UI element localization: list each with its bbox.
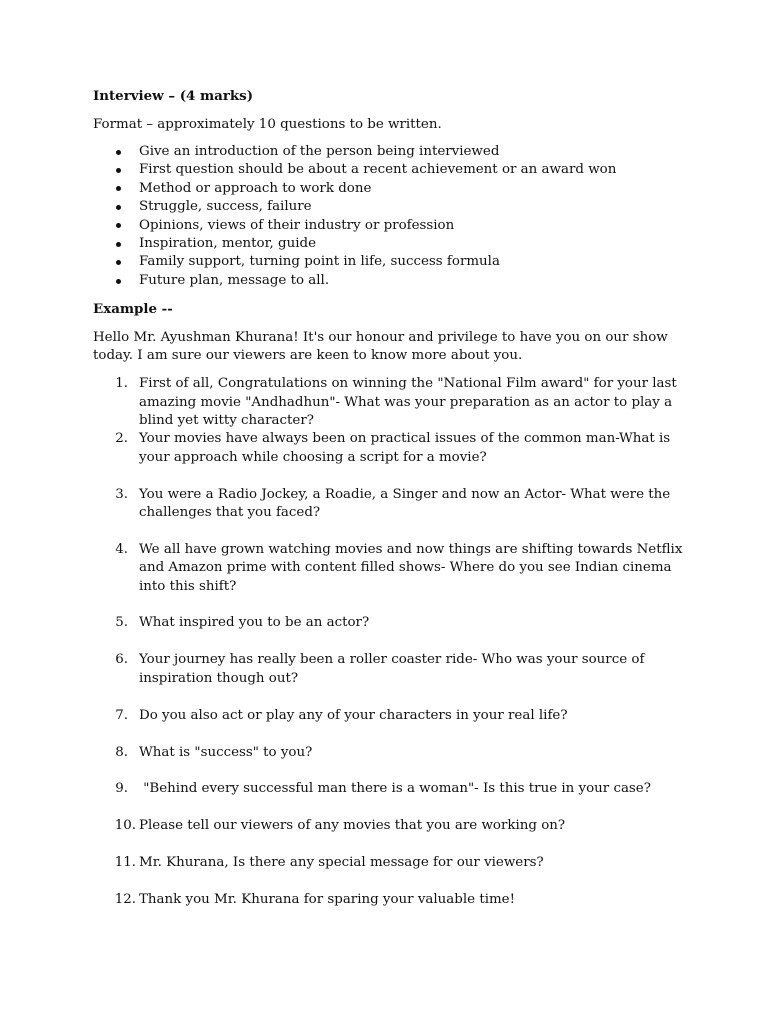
bullet-item: Future plan, message to all. [139, 273, 330, 288]
bullet-item: First question should be about a recent achievement or an award won [139, 162, 617, 177]
question-text: inspiration though out? [139, 671, 299, 686]
question-text: We all have grown watching movies and now things are shifting towards Netflix [139, 542, 683, 557]
question-text: "Behind every successful man there is a woman"- Is this true in your case? [139, 781, 651, 796]
bullet-item: Struggle, success, failure [139, 199, 312, 214]
question-number: 2. [115, 431, 128, 446]
question-number: 10. [114, 818, 136, 833]
question-number: 7. [115, 708, 128, 723]
question-text: What inspired you to be an actor? [139, 615, 370, 630]
question-number: 4. [115, 542, 128, 557]
question-text: challenges that you faced? [139, 505, 321, 520]
bullet-item: Family support, turning point in life, success formula [139, 254, 500, 269]
question-number: 11. [114, 855, 136, 870]
question-number: 8. [115, 745, 128, 760]
question-text: amazing movie "Andhadhun"- What was your preparation as an actor to play a [139, 395, 673, 410]
question-text: First of all, Congratulations on winning the "National Film award" for your last [139, 376, 677, 391]
question-text: Mr. Khurana, Is there any special message for our viewers? [139, 855, 544, 870]
question-number: 5. [115, 615, 128, 630]
question-text: blind yet witty character? [139, 413, 314, 428]
question-number: 9. [115, 781, 128, 796]
question-number: 6. [115, 652, 128, 667]
intro-line: today. I am sure our viewers are keen to know more about you. [93, 348, 523, 363]
bullet-icon [116, 150, 121, 155]
question-text: Your movies have always been on practical issues of the common man-What is [139, 431, 671, 446]
question-text: What is "success" to you? [139, 745, 313, 760]
bullet-item: Opinions, views of their industry or profession [139, 218, 455, 233]
question-number: 3. [115, 487, 128, 502]
bullet-icon [116, 186, 121, 191]
bullet-item: Method or approach to work done [139, 181, 372, 196]
bullet-icon [116, 223, 121, 228]
question-text: and Amazon prime with content filled shows- Where do you see Indian cinema [139, 560, 672, 575]
bullet-icon [116, 242, 121, 247]
question-number: 1. [115, 376, 128, 391]
question-text: You were a Radio Jockey, a Roadie, a Singer and now an Actor- What were the [139, 487, 671, 502]
bullet-icon [116, 260, 121, 265]
question-text: Your journey has really been a roller coaster ride- Who was your source of [139, 652, 645, 667]
bullet-icon [116, 279, 121, 284]
question-text: Please tell our viewers of any movies that you are working on? [139, 818, 566, 833]
section-heading: Interview – (4 marks) [93, 88, 254, 104]
question-text: Do you also act or play any of your characters in your real life? [139, 708, 568, 723]
question-text: into this shift? [139, 579, 237, 594]
question-text: your approach while choosing a script for a movie? [139, 450, 487, 465]
format-line: Format – approximately 10 questions to be written. [93, 117, 442, 132]
question-text: Thank you Mr. Khurana for sparing your valuable time! [139, 892, 515, 907]
bullet-icon [116, 205, 121, 210]
intro-line: Hello Mr. Ayushman Khurana! It's our honour and privilege to have you on our show [93, 330, 668, 345]
bullet-item: Give an introduction of the person being interviewed [139, 144, 500, 159]
example-heading: Example -- [93, 301, 173, 317]
bullet-icon [116, 168, 121, 173]
bullet-item: Inspiration, mentor, guide [139, 236, 316, 251]
question-number: 12. [114, 892, 136, 907]
